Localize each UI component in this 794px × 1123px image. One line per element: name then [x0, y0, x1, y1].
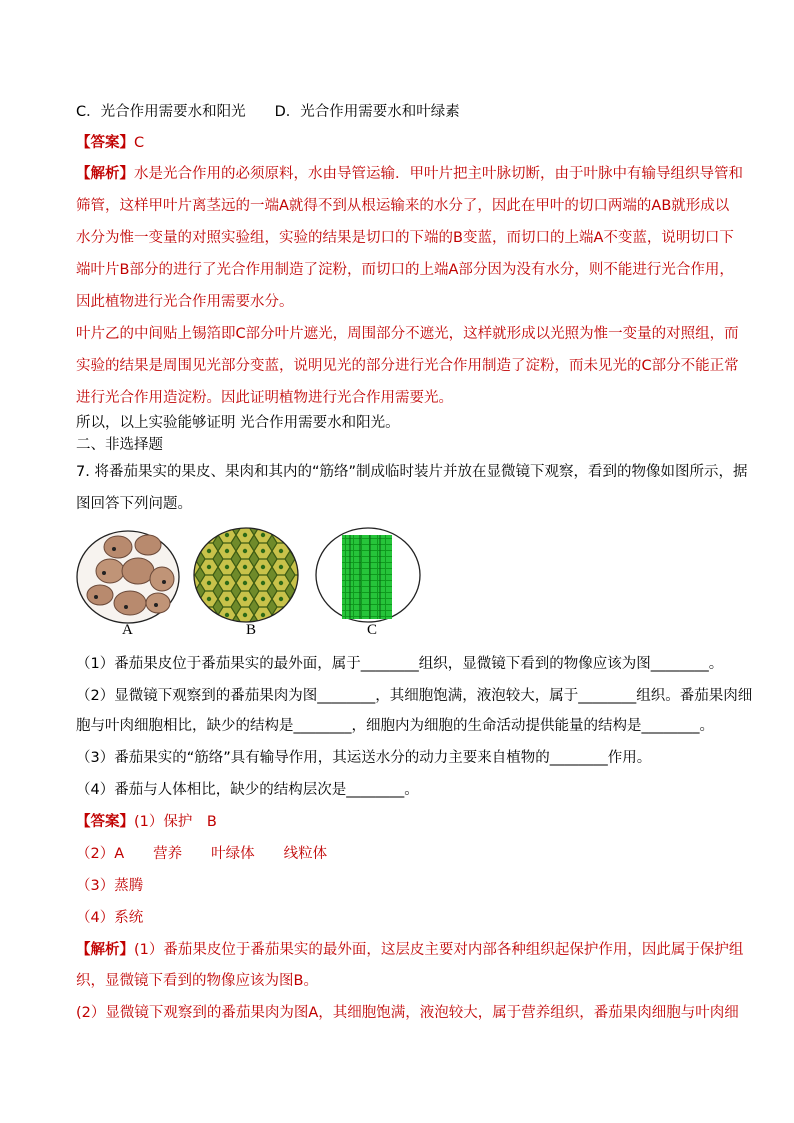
answer-tag: 【答案】 [76, 135, 134, 151]
conclusion-line: 所以，以上实验能够证明 光合作用需要水和阳光。 [76, 415, 400, 431]
analysis-line-8: 进行光合作用造淀粉。因此证明植物进行光合作用需要光。 [76, 390, 453, 406]
analysis-2-line-2: 织，显微镜下看到的物像应该为图B。 [76, 973, 318, 989]
analysis-line-5: 因此植物进行光合作用需要水分。 [76, 294, 294, 310]
analysis-tag: 【解析】 [76, 166, 134, 182]
sub-question-3: （3）番茄果实的“筋络”具有输导作用，其运送水分的动力主要来自植物的________作用。 [76, 750, 652, 766]
analysis-2-tag: 【解析】 [76, 942, 134, 958]
sub-question-2-line-2: 胞与叶肉细胞相比，缺少的结构是________，细胞内为细胞的生命活动提供能量的结构是________。 [76, 718, 714, 734]
answer-2-part-3: （3）蒸腾 [76, 878, 144, 894]
figure-caption-a: A [122, 622, 133, 638]
answer-1 [76, 133, 144, 153]
analysis-2-text-1: (1）番茄果皮位于番茄果实的最外面，这层皮主要对内部各种组织起保护作用，因此属于保护组 [134, 942, 744, 958]
answer-2-part-4: （4）系统 [76, 910, 144, 926]
analysis-text-1: 水是光合作用的必须原料，水由导管运输．甲叶片把主叶脉切断，由于叶脉中有输导组织导管和 [134, 166, 743, 182]
figure-a-epidermis [77, 531, 179, 623]
figure-b-mesophyll [194, 528, 298, 622]
analysis-line-7: 实验的结果是周围见光部分变蓝，说明见光的部分进行光合作用制造了淀粉，而未见光的C部分不能正常 [76, 358, 739, 374]
analysis-line-4: 端叶片B部分的进行了光合作用制造了淀粉，而切口的上端A部分因为没有水分，则不能进行光合作用， [76, 262, 734, 278]
figure-caption-b: B [246, 622, 257, 638]
sub-question-1: （1）番茄果皮位于番茄果实的最外面，属于________组织，显微镜下看到的物像应该为图________。 [76, 656, 724, 672]
analysis-2-line-1 [76, 940, 743, 960]
analysis-line-6: 叶片乙的中间贴上锡箔即C部分叶片遮光，周围部分不遮光，这样就形成以光照为惟一变量的对照组，而 [76, 326, 739, 342]
analysis-2-line-3: (2）显微镜下观察到的番茄果肉为图A，其细胞饱满，液泡较大，属于营养组织，番茄果肉细胞与叶肉细 [76, 1005, 739, 1021]
question-7-line-2: 图回答下列问题。 [76, 496, 192, 512]
figure-c-vessels [316, 528, 420, 622]
section-heading: 二、非选择题 [76, 437, 163, 453]
answer-2-tag: 【答案】 [76, 814, 134, 830]
answer-2-part-1: (1）保护 B [134, 814, 217, 830]
answer-2 [76, 812, 217, 832]
question-7-line-1: 7. 将番茄果实的果皮、果肉和其内的“筋络”制成临时装片并放在显微镜下观察，看到的物像如图所示，据 [76, 464, 748, 480]
answer-2-part-2: （2）A 营养 叶绿体 线粒体 [76, 846, 328, 862]
analysis-line-1 [76, 164, 743, 184]
analysis-line-2: 筛管，这样甲叶片离茎远的一端A就得不到从根运输来的水分了，因此在甲叶的切口两端的AB就形成以 [76, 198, 730, 214]
figure-caption-c: C [367, 622, 378, 638]
answer-value: C [134, 135, 145, 151]
analysis-line-3: 水分为惟一变量的对照实验组，实验的结果是切口的下端的B变蓝，而切口的上端A不变蓝，说明切口下 [76, 230, 734, 246]
sub-question-2-line-1: （2）显微镜下观察到的番茄果肉为图________，其细胞饱满，液泡较大，属于________组织。番茄果肉细 [76, 688, 753, 704]
option-cd: C．光合作用需要水和阳光 D．光合作用需要水和叶绿素 [76, 104, 460, 120]
sub-question-4: （4）番茄与人体相比，缺少的结构层次是________。 [76, 782, 419, 798]
